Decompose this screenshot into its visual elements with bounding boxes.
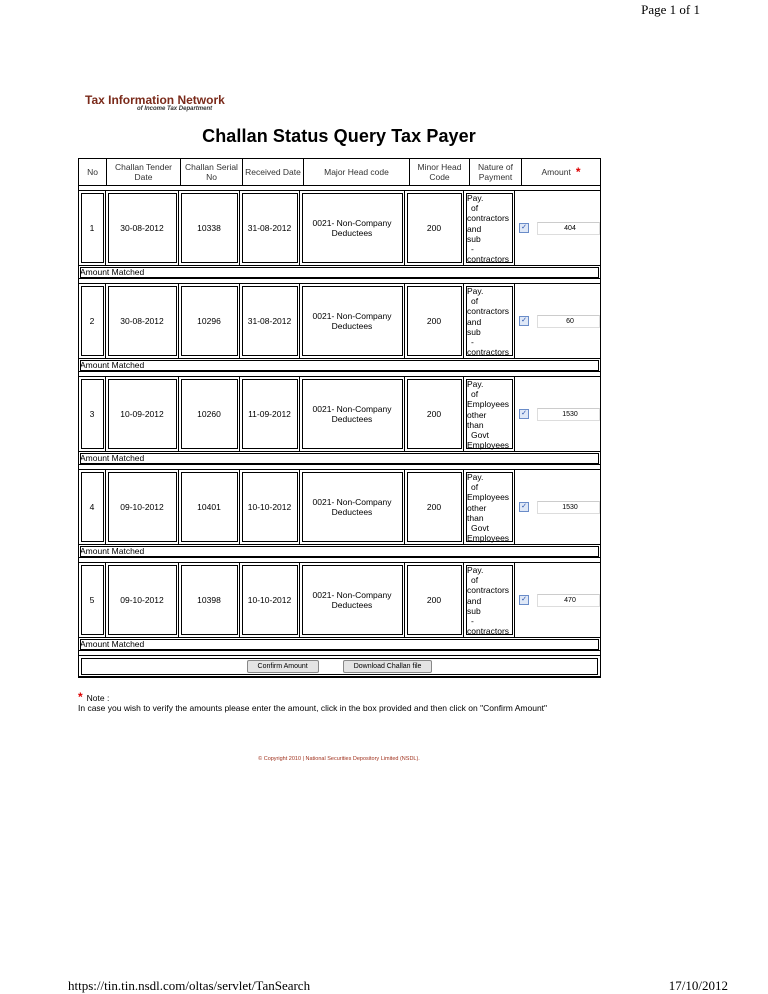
footer-date: 17/10/2012 — [668, 978, 728, 993]
challan-table — [78, 158, 601, 678]
nature-line: contractors — [467, 213, 510, 224]
nature-line: contractors — [467, 347, 510, 358]
amount-input[interactable]: 404 — [537, 222, 600, 235]
cell-minor-head: 200 — [405, 191, 464, 265]
cell-minor-head: 200 — [405, 470, 464, 544]
amount-input[interactable]: 470 — [537, 594, 600, 607]
cell-major-head: 0021- Non-Company Deductees — [300, 563, 405, 637]
nature-line: contractors — [467, 254, 510, 265]
header-minor-head: Minor Head Code — [410, 159, 470, 185]
amount-checkbox[interactable]: ✓ — [519, 409, 529, 419]
cell-serial-no: 10260 — [179, 377, 240, 451]
cell-no: 3 — [79, 377, 106, 451]
cell-serial-no: 10398 — [179, 563, 240, 637]
challan-row — [79, 563, 600, 638]
note-label: Note : — [86, 693, 110, 703]
footer-url: https://tin.tin.nsdl.com/oltas/servlet/TanSearch — [68, 978, 311, 993]
cell-tender-date: 30-08-2012 — [106, 284, 179, 358]
nature-line: than — [467, 512, 484, 523]
cell-received-date: 10-10-2012 — [240, 470, 300, 544]
cell-received-date: 11-09-2012 — [240, 377, 300, 451]
cell-major-head: 0021- Non-Company Deductees — [300, 470, 405, 544]
page-title: Challan Status Query Tax Payer — [202, 126, 476, 146]
challan-row — [79, 284, 600, 359]
cell-tender-date: 09-10-2012 — [106, 470, 179, 544]
cell-nature — [464, 470, 515, 544]
challan-row — [79, 191, 600, 266]
nature-line: Pay. — [467, 193, 484, 203]
nature-line: contractors — [467, 306, 510, 317]
nature-line: Pay. — [467, 472, 484, 482]
nature-line: other — [467, 502, 487, 513]
cell-tender-date: 10-09-2012 — [106, 377, 179, 451]
cell-serial-no: 10296 — [179, 284, 240, 358]
amount-checkbox[interactable]: ✓ — [519, 502, 529, 512]
cell-amount — [515, 284, 600, 358]
cell-received-date: 10-10-2012 — [240, 563, 300, 637]
cell-major-head: 0021- Non-Company Deductees — [300, 284, 405, 358]
button-bar — [79, 656, 600, 677]
nature-line: Govt — [471, 523, 489, 534]
table-row — [79, 377, 600, 470]
table-header — [79, 159, 600, 186]
nature-line: and — [467, 595, 482, 606]
nature-line: contractors — [467, 585, 510, 596]
nature-line: other — [467, 409, 487, 420]
cell-no: 5 — [79, 563, 106, 637]
cell-no: 1 — [79, 191, 106, 265]
header-tender-date: Challan Tender Date — [107, 159, 181, 185]
nature-line: than — [467, 419, 484, 430]
nature-line: Pay. — [467, 286, 484, 296]
table-row — [79, 191, 600, 284]
cell-no: 2 — [79, 284, 106, 358]
logo-subtitle: of Income Tax Department — [137, 106, 213, 112]
header-received-date: Received Date — [243, 159, 304, 185]
status-row: Amount Matched — [79, 452, 600, 465]
nature-line: and — [467, 223, 482, 234]
amount-input[interactable]: 1530 — [537, 501, 600, 514]
amount-checkbox[interactable]: ✓ — [519, 223, 529, 233]
amount-input[interactable]: 60 — [537, 315, 600, 328]
cell-tender-date: 09-10-2012 — [106, 563, 179, 637]
nature-line: of — [471, 203, 479, 214]
nature-line: contractors — [467, 626, 510, 637]
nature-line: - — [471, 616, 474, 627]
nature-line: of — [471, 296, 479, 307]
nature-line: Employees — [467, 533, 510, 544]
cell-serial-no: 10401 — [179, 470, 240, 544]
status-row: Amount Matched — [79, 266, 600, 279]
nature-line: Employees — [467, 492, 510, 503]
row-gap — [79, 651, 600, 656]
status-row: Amount Matched — [79, 638, 600, 651]
cell-serial-no: 10338 — [179, 191, 240, 265]
nature-line: of — [471, 389, 479, 400]
nature-line: Employees — [467, 399, 510, 410]
cell-nature — [464, 191, 515, 265]
nature-line: Employees — [467, 440, 510, 451]
note-section — [78, 692, 598, 713]
nature-line: sub — [467, 326, 481, 337]
cell-nature — [464, 563, 515, 637]
note-star: * — [78, 690, 83, 704]
nature-line: and — [467, 316, 482, 327]
header-amount — [522, 159, 600, 185]
table-row — [79, 284, 600, 377]
nature-line: Pay. — [467, 565, 484, 575]
cell-tender-date: 30-08-2012 — [106, 191, 179, 265]
header-major-head: Major Head code — [304, 159, 410, 185]
cell-minor-head: 200 — [405, 284, 464, 358]
header-no: No — [79, 159, 107, 185]
status-row: Amount Matched — [79, 359, 600, 372]
cell-nature — [464, 377, 515, 451]
amount-input[interactable]: 1530 — [537, 408, 600, 421]
note-text: In case you wish to verify the amounts please enter the amount, click in the box provided and then click on "Confirm Amount" — [78, 703, 548, 713]
download-challan-button[interactable]: Download Challan file — [343, 660, 433, 673]
nature-line: - — [471, 244, 474, 255]
nature-line: Govt — [471, 430, 489, 441]
cell-minor-head: 200 — [405, 563, 464, 637]
tin-logo — [85, 93, 225, 112]
nature-line: of — [471, 482, 479, 493]
cell-major-head: 0021- Non-Company Deductees — [300, 377, 405, 451]
status-row: Amount Matched — [79, 545, 600, 558]
header-amount-label: Amount — [541, 167, 571, 177]
header-nature: Nature of Payment — [470, 159, 522, 185]
logo-title: Tax Information Network — [85, 93, 225, 107]
table-row — [79, 470, 600, 563]
cell-major-head: 0021- Non-Company Deductees — [300, 191, 405, 265]
challan-row — [79, 377, 600, 452]
cell-amount — [515, 470, 600, 544]
page-number: Page 1 of 1 — [641, 2, 700, 17]
cell-minor-head: 200 — [405, 377, 464, 451]
table-body — [79, 191, 600, 656]
cell-amount — [515, 191, 600, 265]
amount-checkbox[interactable]: ✓ — [519, 595, 529, 605]
cell-amount — [515, 563, 600, 637]
nature-line: sub — [467, 605, 481, 616]
amount-checkbox[interactable]: ✓ — [519, 316, 529, 326]
copyright: © Copyright 2010 | National Securities Depository Limited (NSDL). — [258, 756, 420, 762]
cell-received-date: 31-08-2012 — [240, 284, 300, 358]
nature-line: - — [471, 337, 474, 348]
confirm-amount-button[interactable]: Confirm Amount — [247, 660, 319, 673]
table-row — [79, 563, 600, 656]
cell-nature — [464, 284, 515, 358]
cell-amount — [515, 377, 600, 451]
challan-row — [79, 470, 600, 545]
required-mark: * — [575, 165, 581, 179]
nature-line: sub — [467, 233, 481, 244]
header-serial-no: Challan Serial No — [181, 159, 243, 185]
cell-no: 4 — [79, 470, 106, 544]
nature-line: of — [471, 575, 479, 586]
nature-line: Pay. — [467, 379, 484, 389]
cell-received-date: 31-08-2012 — [240, 191, 300, 265]
